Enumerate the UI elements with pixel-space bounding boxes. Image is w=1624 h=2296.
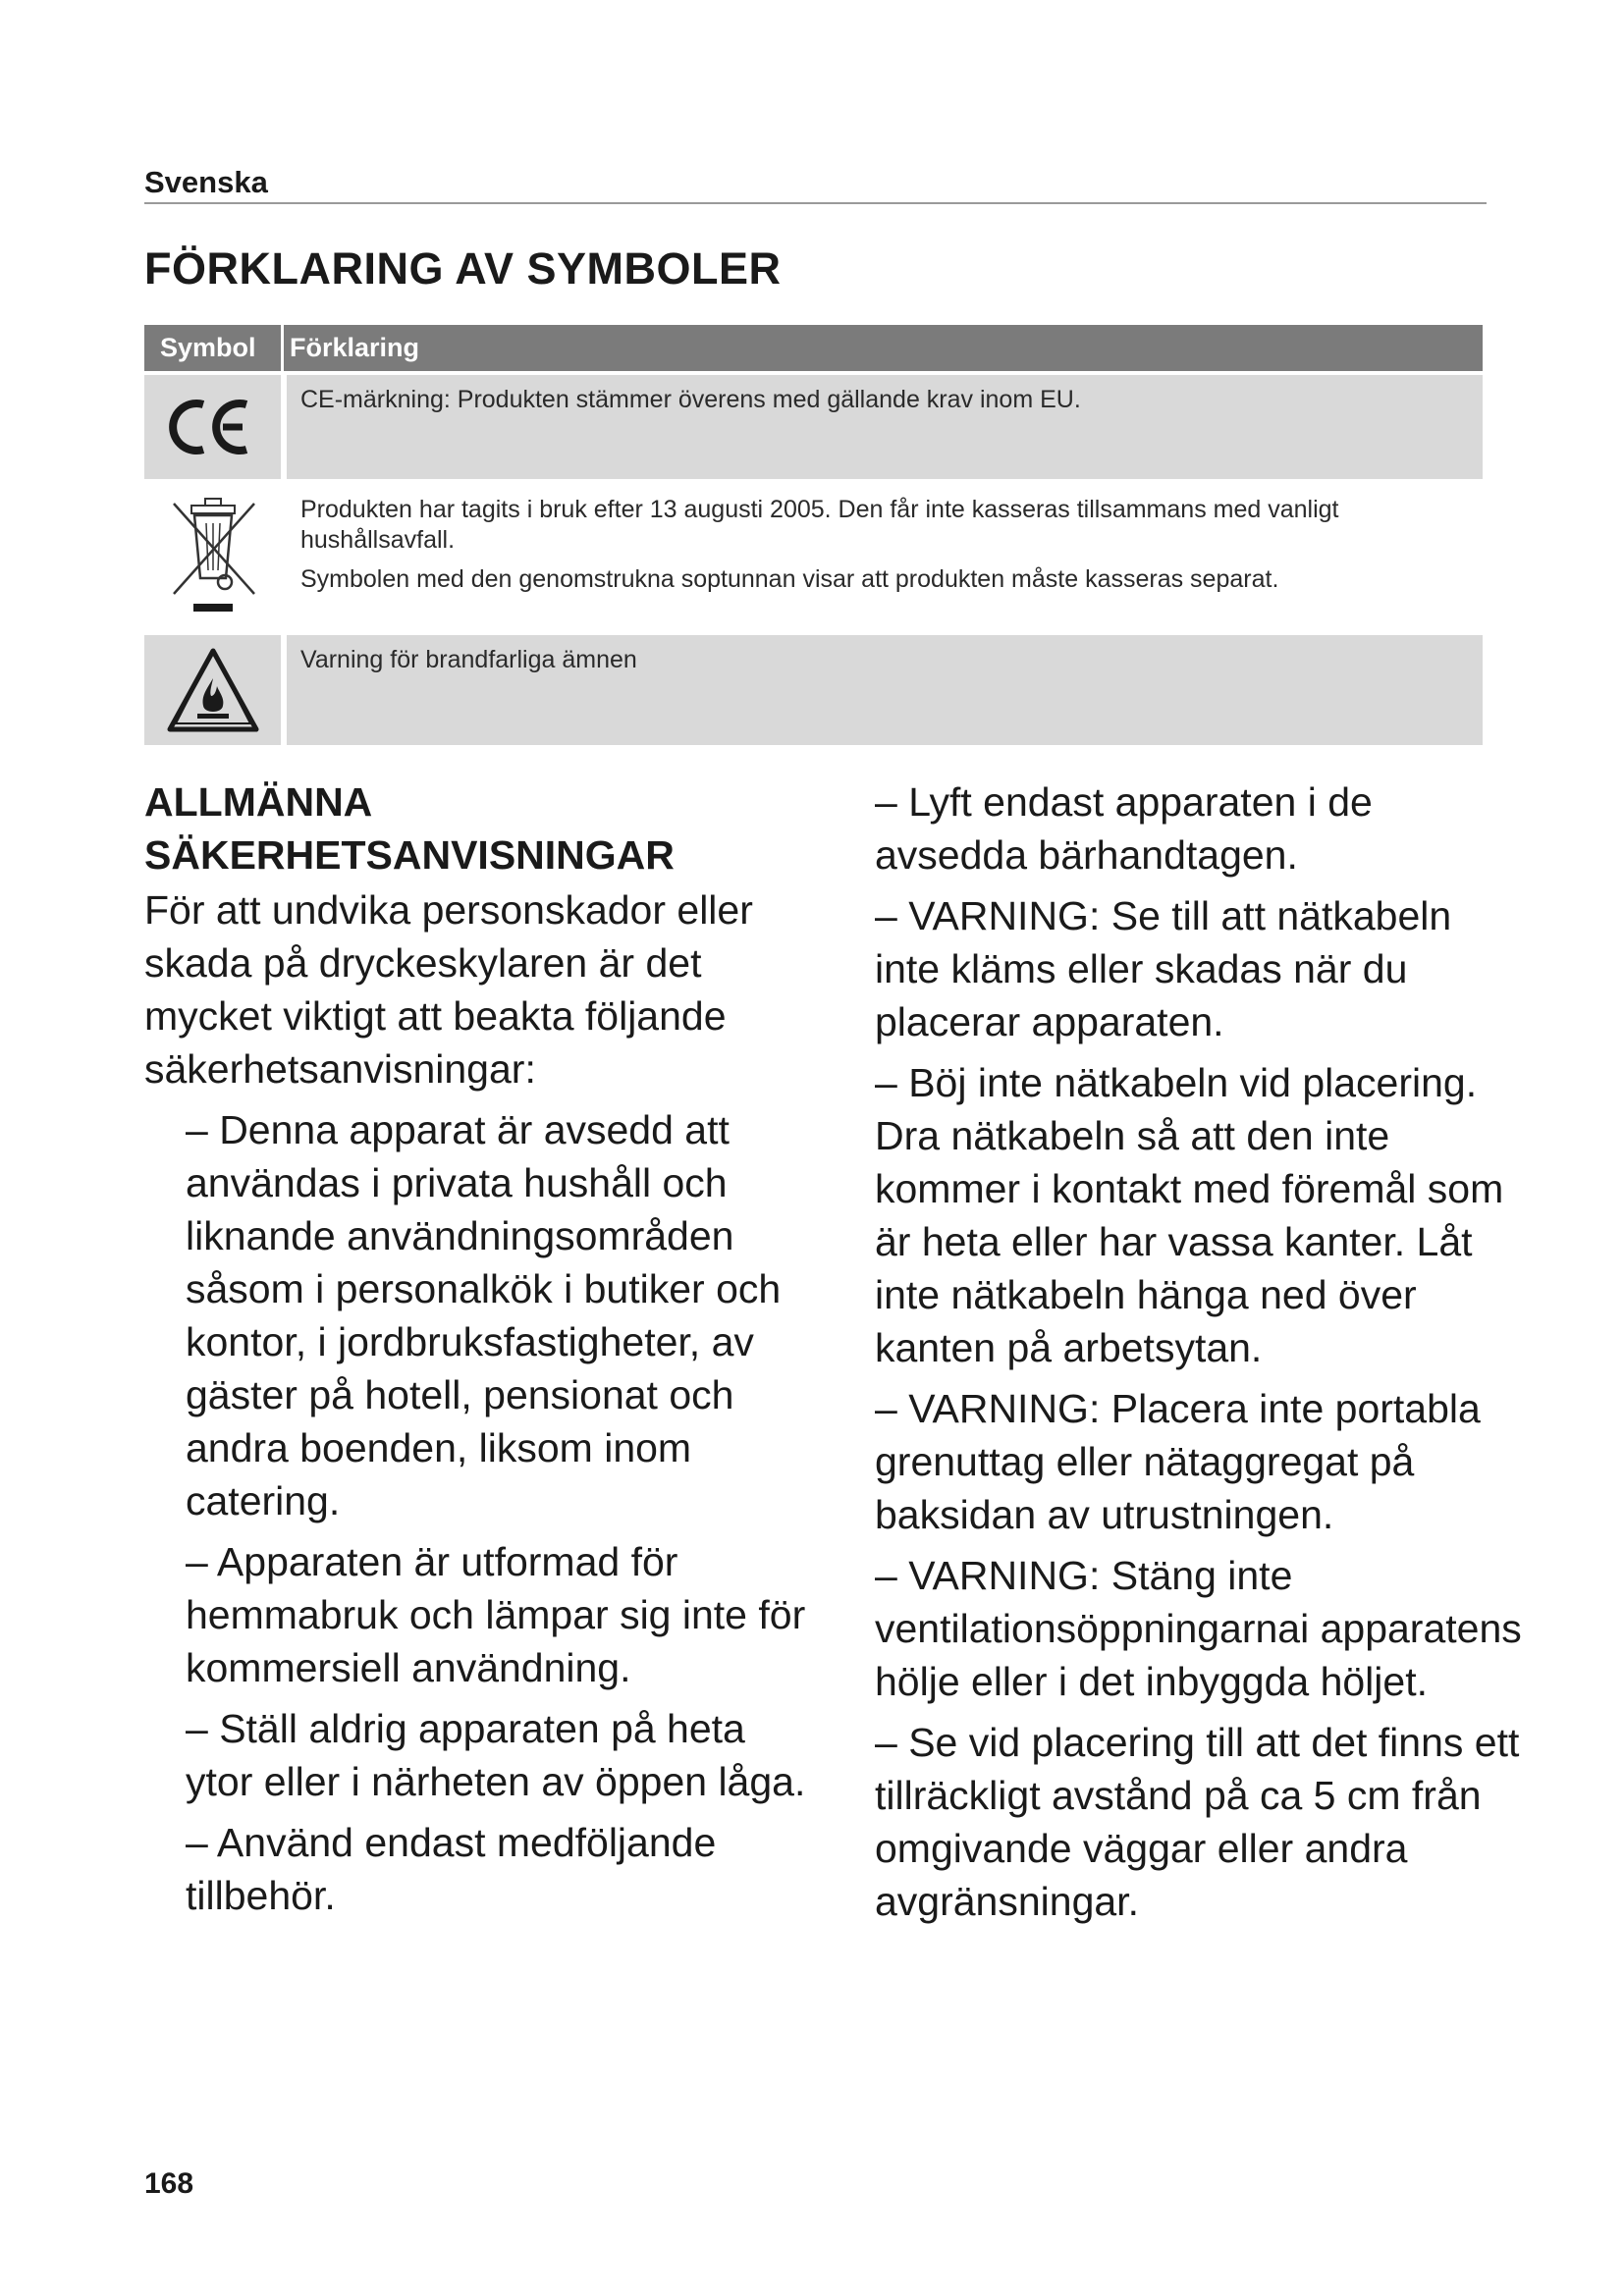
safety-list-right [875, 775, 1523, 1928]
symbol-table-header [144, 325, 1483, 371]
symbol-row-flammable [144, 635, 1483, 745]
list-item: – Böj inte nätkabeln vid placering. Dra nätkabeln så att den inte kommer i kontakt med föremål som är heta eller har vassa kanter. Låt inte nätkabeln hänga ned över kanten på arbetsytan. [875, 1060, 1504, 1370]
symbol-row-weee [144, 482, 1483, 632]
list-item: – Ställ aldrig apparaten på heta ytor eller i närheten av öppen låga. [186, 1706, 806, 1804]
symbol-explanation [287, 375, 1483, 479]
section-intro: För att undvika personskador eller skada på dryckeskylaren är det mycket viktigt att beakta följande säkerhetsanvisningar: [144, 887, 753, 1092]
list-item: – VARNING: Stäng inte ventilationsöppningarnai apparatens hölje eller i det inbyggda höljet. [875, 1553, 1522, 1704]
weee-explanation-text-2: Symbolen med den genomstrukna soptunnan visar att produkten måste kasseras separat. [300, 565, 1279, 593]
list-item: – Använd endast medföljande tillbehör. [186, 1820, 717, 1918]
header-rule [144, 202, 1487, 204]
weee-explanation-text: Produkten har tagits i bruk efter 13 augusti 2005. Den får inte kasseras tillsammans med vanligt hushållsavfall. [300, 496, 1339, 554]
list-item: – VARNING: Placera inte portabla grenuttag eller nätaggregat på baksidan av utrustningen. [875, 1386, 1481, 1537]
left-column [144, 775, 812, 1930]
section-title-line2: SÄKERHETSANVISNINGAR [144, 832, 675, 878]
list-item: – Denna apparat är avsedd att användas i privata hushåll och liknande användningsområden såsom i personalkök i butiker och kontor, i jordbruksfastigheter, av gäster på hotell, pensionat och andra boenden, liksom inom catering. [186, 1107, 782, 1523]
page-number: 168 [144, 2167, 194, 2200]
column-header-explanation: Förklaring [290, 333, 420, 362]
header-divider [281, 325, 284, 371]
language-label: Svenska [144, 165, 268, 199]
crossed-bin-icon [144, 482, 281, 632]
list-item: – Se vid placering till att det finns ett tillräckligt avstånd på ca 5 cm från omgivande väggar eller andra avgränsningar. [875, 1720, 1520, 1924]
column-header-symbol: Symbol [160, 333, 256, 362]
symbol-row-ce [144, 375, 1483, 479]
flammable-warning-icon [144, 635, 281, 745]
right-column [875, 775, 1523, 1936]
ce-mark-icon [144, 375, 281, 479]
flammable-explanation-text: Varning för brandfarliga ämnen [300, 646, 637, 673]
list-item: – Apparaten är utformad för hemmabruk och lämpar sig inte för kommersiell användning. [186, 1539, 806, 1690]
ce-explanation-text: CE-märkning: Produkten stämmer överens med gällande krav inom EU. [300, 386, 1081, 413]
symbol-explanation [287, 482, 1483, 632]
section-title [144, 775, 812, 881]
list-item: – VARNING: Se till att nätkabeln inte kläms eller skadas när du placerar apparaten. [875, 893, 1452, 1044]
page-title: FÖRKLARING AV SYMBOLER [144, 243, 782, 294]
symbol-explanation [287, 635, 1483, 745]
list-item: – Lyft endast apparaten i de avsedda bärhandtagen. [875, 779, 1373, 878]
safety-list-left [186, 1103, 812, 1922]
section-title-line1: ALLMÄNNA [144, 779, 373, 825]
